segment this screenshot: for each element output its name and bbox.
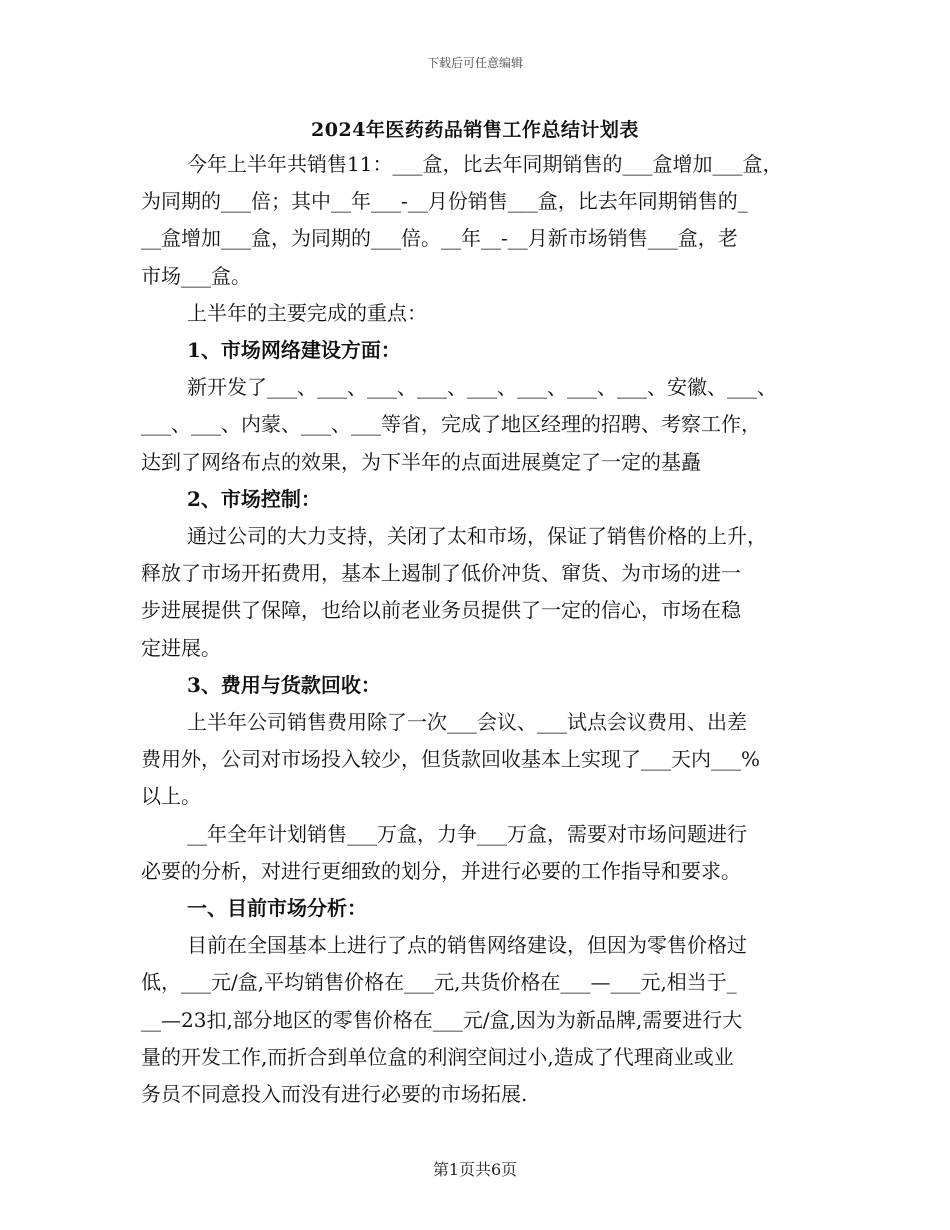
paragraph-line: 务员不同意投入而没有进行必要的市场拓展. bbox=[141, 1082, 528, 1107]
paragraph-line: 市场___盒。 bbox=[141, 263, 251, 288]
paragraph-line: 今年上半年共销售11：___盒，比去年同期销售的___盒增加___盒， bbox=[187, 152, 783, 176]
document-title: 2024年医药药品销售工作总结计划表 bbox=[311, 119, 639, 141]
paragraph-line: ___、___、内蒙、___、___等省，完成了地区经理的招聘、考察工作， bbox=[141, 412, 761, 437]
paragraph-line: 以上。 bbox=[141, 784, 201, 809]
section-heading: 一、目前市场分析： bbox=[187, 896, 367, 921]
section-heading: 3、费用与货款回收： bbox=[187, 672, 381, 697]
paragraph-line: 目前在全国基本上进行了点的销售网络建设，但因为零售价格过 bbox=[187, 933, 747, 958]
document-body bbox=[141, 146, 831, 1113]
paragraph-line: 低，___元/盒,平均销售价格在___元,共货价格在___—___元,相当于_ bbox=[141, 970, 737, 995]
paragraph-line: 费用外，公司对市场投入较少，但货款回收基本上实现了___天内___% bbox=[141, 747, 761, 772]
paragraph-line: 步进展提供了保障，也给以前老业务员提供了一定的信心，市场在稳 bbox=[141, 598, 741, 623]
paragraph-line: __盒增加___盒，为同期的___倍。__年__-__月新市场销售___盒，老 bbox=[141, 226, 738, 251]
paragraph-line: 量的开发工作,而折合到单位盒的利润空间过小,造成了代理商业或业 bbox=[141, 1044, 734, 1069]
page-footer: 第1页共6页 bbox=[432, 1160, 518, 1179]
paragraph-line: __年全年计划销售___万盒，力争___万盒，需要对市场问题进行 bbox=[187, 821, 747, 846]
paragraph-line: 必要的分析，对进行更细致的划分，并进行必要的工作指导和要求。 bbox=[141, 858, 741, 883]
paragraph-line: __—23扣,部分地区的零售价格在___元/盒,因为为新品牌,需要进行大 bbox=[141, 1007, 743, 1032]
section-heading: 2、市场控制： bbox=[187, 486, 321, 511]
paragraph-line: 新开发了___、___、___、___、___、___、___、___、安徽、___、 bbox=[187, 375, 777, 400]
paragraph-line: 上半年的主要完成的重点： bbox=[187, 300, 427, 325]
section-heading: 1、市场网络建设方面： bbox=[187, 338, 401, 363]
paragraph-line: 为同期的___倍；其中__年___-__月份销售___盒，比去年同期销售的_ bbox=[141, 189, 748, 214]
paragraph-line: 释放了市场开拓费用，基本上遏制了低价冲货、窜货、为市场的进一 bbox=[141, 561, 741, 586]
paragraph-line: 定进展。 bbox=[141, 635, 221, 660]
paragraph-line: 达到了网络布点的效果，为下半年的点面进展奠定了一定的基矗 bbox=[141, 449, 701, 474]
header-note: 下载后可任意编辑 bbox=[426, 56, 523, 70]
paragraph-line: 通过公司的大力支持，关闭了太和市场，保证了销售价格的上升， bbox=[187, 524, 767, 549]
paragraph-line: 上半年公司销售费用除了一次___会议、___试点会议费用、出差 bbox=[187, 710, 747, 735]
